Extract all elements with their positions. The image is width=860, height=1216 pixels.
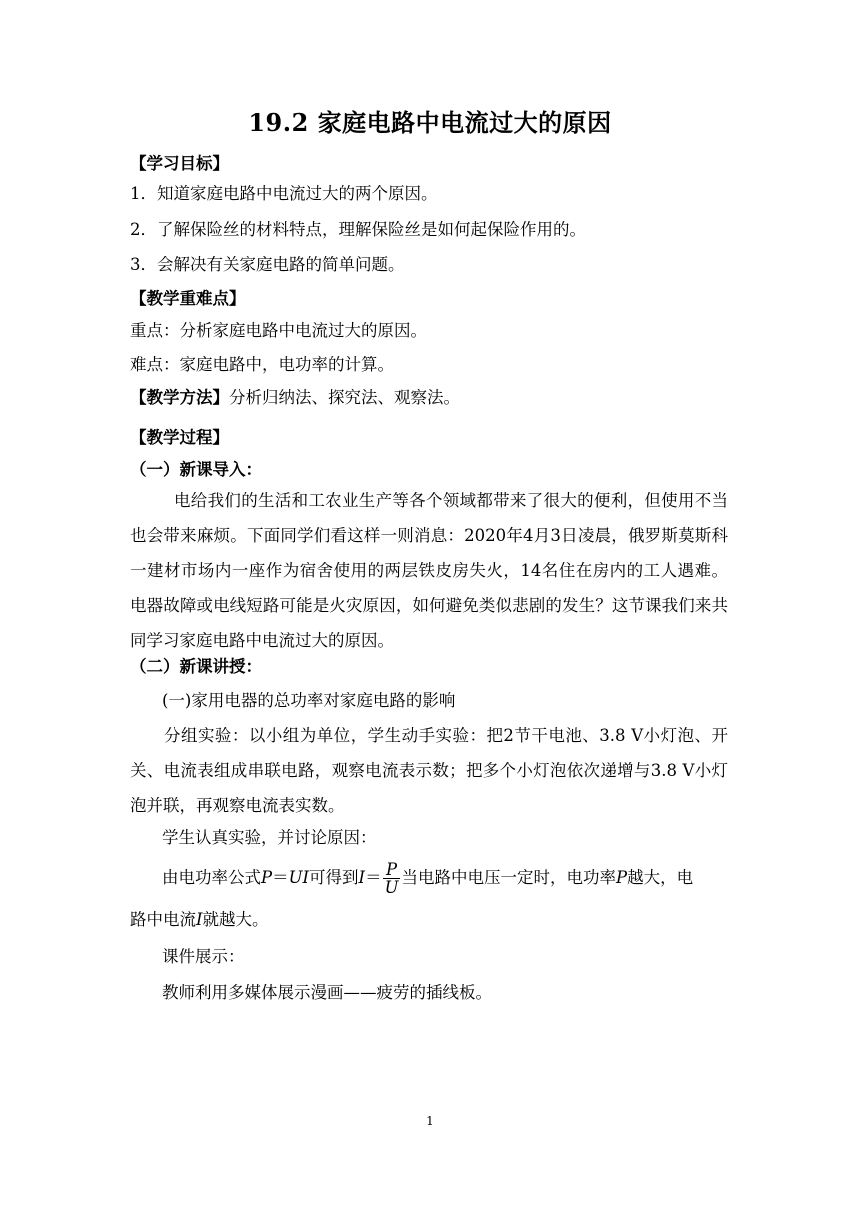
lecture-heading: （二）新课讲授： [130,657,262,676]
methods-heading: 【教学方法】 [130,388,229,407]
formula-text: 路中电流 [130,910,196,929]
formula-eq: ＝ [272,868,289,887]
process-heading: 【教学过程】 [130,428,229,447]
experiment-paragraph: 分组实验：以小组为单位，学生动手实验：把2节干电池、3.8 V小灯泡、开关、电流表组成串联电路，观察电流表示数；把多个小灯泡依次递增与3.8 V小灯泡并联，再观察电流表实数。 [130,726,728,815]
goal-item: 3．会解决有关家庭电路的简单问题。 [130,255,405,274]
teacher-text: 教师利用多媒体展示漫画——疲劳的插线板。 [162,983,492,1002]
focus-text: 重点：分析家庭电路中电流过大的原因。 [130,321,427,340]
formula-eq: ＝ [365,868,382,887]
fraction-denominator: U [384,878,399,897]
goal-item: 2．了解保险丝的材料特点，理解保险丝是如何起保险作用的。 [130,220,586,239]
formula-var: P [261,868,273,887]
key-points-heading: 【教学重难点】 [130,289,246,308]
difficulty-text: 难点：家庭电路中，电功率的计算。 [130,355,394,374]
formula-var: UI [288,868,310,887]
fraction-numerator: P [383,861,401,879]
goal-item: 1．知道家庭电路中电流过大的两个原因。 [130,184,438,203]
formula-line [162,858,772,898]
formula-var: I [196,910,203,929]
intro-heading: （一）新课导入： [130,460,262,479]
formula-line-2 [130,909,740,931]
formula-var: I [358,868,366,887]
methods-line [130,387,740,409]
goals-heading: 【学习目标】 [130,154,229,173]
formula-var: P [615,868,628,887]
sub-heading: (一)家用电器的总功率对家庭电路的影响 [162,691,456,710]
formula-text: 就越大。 [202,910,269,929]
formula-text: 当电路中电压一定时，电功率 [401,868,616,887]
formula-text: 由电功率公式 [162,868,261,887]
page-title: 19.2 家庭电路中电流过大的原因 [248,108,612,137]
discussion-text: 学生认真实验，并讨论原因： [162,828,377,847]
methods-text: 分析归纳法、探究法、观察法。 [229,388,460,407]
intro-paragraph: 电给我们的生活和工农业生产等各个领域都带来了很大的便利，但使用不当也会带来麻烦。下面同学们看这样一则消息：2020年4月3日凌晨，俄罗斯莫斯科一建材市场内一座作为宿舍使用的两层铁皮房失火，14名住在房内的工人遇难。电器故障或电线短路可能是火灾原因，如何避免类似悲剧的发生？这节课我们来共同学习家庭电路中电流过大的原因。 [130,491,728,650]
fraction [383,861,401,896]
courseware-text: 课件展示： [162,947,245,966]
formula-text: 可得到 [309,868,359,887]
formula-text: 越大，电 [627,868,694,887]
page-number: 1 [426,1114,434,1128]
